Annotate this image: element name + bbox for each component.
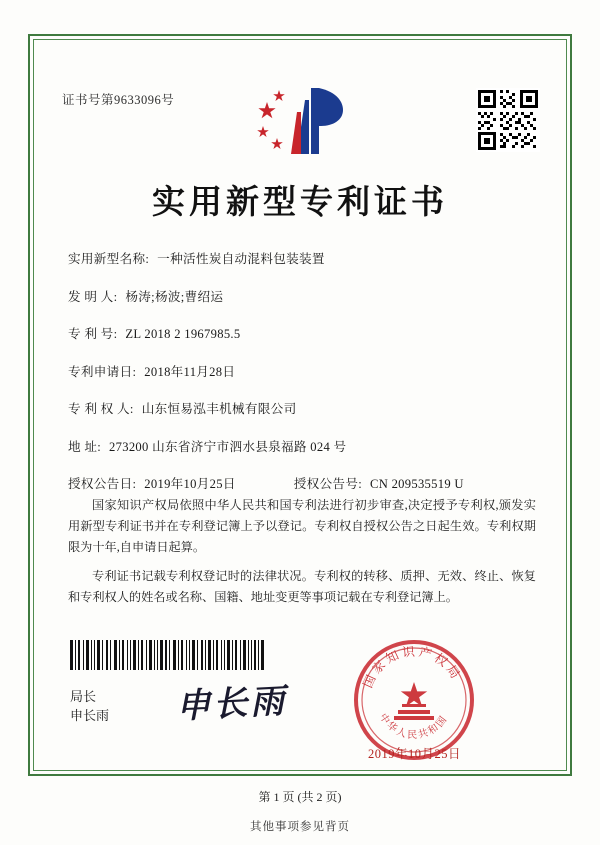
field-label: 实用新型名称:	[68, 252, 150, 266]
director-name: 申长雨	[70, 708, 110, 723]
qr-code-icon	[476, 88, 540, 152]
corner-ornament-bottom-right	[556, 760, 572, 776]
field-row-name	[68, 248, 538, 267]
cnipa-logo-icon	[253, 84, 347, 158]
footer-note: 其他事项参见背页	[250, 821, 350, 833]
barcode-icon	[70, 640, 266, 670]
field-label: 发 明 人:	[68, 289, 118, 304]
page-number: 第 1 页 (共 2 页)	[258, 790, 342, 804]
field-row-patent-number	[68, 323, 538, 342]
svg-text:国家知识产权局: 国家知识产权局	[359, 643, 465, 691]
director-title: 局长	[70, 689, 97, 704]
field-label: 专利申请日:	[68, 364, 137, 379]
grant-date-value: 2019年10月25日	[144, 477, 236, 491]
field-list	[68, 248, 538, 511]
corner-ornament-bottom-left	[28, 760, 44, 776]
field-label: 专 利 号:	[68, 327, 118, 341]
field-row-application-date	[68, 361, 538, 380]
grant-date-label: 授权公告日:	[68, 477, 137, 491]
field-row-address	[68, 436, 538, 455]
grant-number-value: CN 209535519 U	[370, 477, 464, 491]
field-value: ZL 2018 2 1967985.5	[125, 327, 241, 341]
body-paragraph-2: 专利证书记载专利权登记时的法律状况。专利权的转移、质押、无效、终止、恢复和专利权人的姓名或名称、国籍、地址变更等事项记载在专利登记簿上。	[68, 569, 536, 604]
certificate-number: 证书号第9633096号	[62, 93, 175, 107]
field-row-inventor	[68, 286, 538, 305]
grant-number-label: 授权公告号:	[293, 477, 363, 491]
field-value: 山东恒易泓丰机械有限公司	[141, 402, 297, 416]
corner-ornament-top-left	[28, 34, 44, 50]
field-row-grant	[68, 473, 538, 492]
field-label: 地 址:	[68, 439, 102, 454]
page-title: 实用新型专利证书	[152, 182, 448, 221]
seal-date: 2019年10月25日	[368, 747, 462, 761]
field-label: 专 利 权 人:	[68, 402, 134, 416]
body-text	[68, 495, 536, 616]
corner-ornament-top-right	[556, 34, 572, 50]
field-value: 杨涛;杨波;曹绍运	[125, 289, 224, 304]
svg-text:中华人民共和国: 中华人民共和国	[376, 711, 451, 742]
director-signature: 申长雨	[175, 681, 289, 727]
body-paragraph-1: 国家知识产权局依照中华人民共和国专利法进行初步审查,决定授予专利权,颁发实用新型专利证书并在专利登记簿上予以登记。专利权自授权公告之日起生效。专利权期限为十年,自申请日起算。	[68, 498, 536, 554]
director-label	[70, 687, 109, 725]
field-value: 2018年11月28日	[144, 364, 236, 379]
field-row-patentee	[68, 398, 538, 417]
field-value: 273200 山东省济宁市泗水县泉福路 024 号	[109, 439, 347, 454]
field-value: 一种活性炭自动混料包装装置	[157, 252, 325, 266]
